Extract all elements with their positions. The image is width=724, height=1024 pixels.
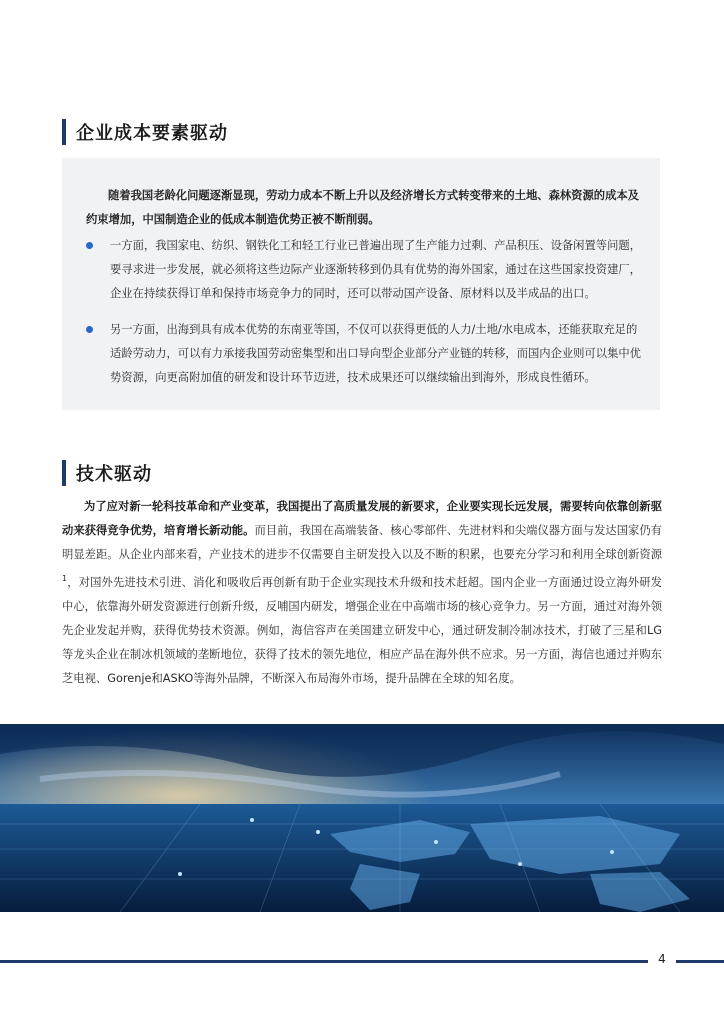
bullet-dot-icon (86, 242, 93, 249)
body-paragraph (62, 495, 662, 691)
world-map-banner-image (0, 724, 724, 912)
lead-paragraph: 随着我国老龄化问题逐渐显现，劳动力成本不断上升以及经济增长方式转变带来的土地、森林资源的成本及约束增加，中国制造企业的低成本制造优势正被不断削弱。 (86, 189, 639, 226)
page-number: 4 (658, 952, 666, 966)
section-title: 技术驱动 (76, 464, 152, 485)
banner-illustration (0, 724, 724, 912)
list-item (86, 234, 646, 306)
body-text: 而目前，我国在高端装备、核心零部件、先进材料和尖端仪器方面与发达国家仍有明显差距。从企业内部来看，产业技术的进步不仅需要自主研发投入以及不断的积累，也要充分学习和利用全球创新资源 (62, 524, 662, 561)
body-text: ，对国外先进技术引进、消化和吸收后再创新有助于企业实现技术升级和技术赶超。国内企业一方面通过设立海外研发中心，依靠海外研发资源进行创新升级，反哺国内研发，增强企业在中高端市场的核心竞争力。另一方面，通过对海外领先企业发起并购，获得优势技术资源。例如，海信容声在美国建立研发中心，通过研发制冷制冰技术，打破了三星和LG等龙头企业在制冰机领域的垄断地位，获得了技术的领先地位，相应产品在海外供不应求。另一方面，海信也通过并购东芝电视、Gorenje和ASKO等海外品牌，不断深入布局海外市场，提升品牌在全球的知名度。 (62, 575, 662, 685)
section-title: 企业成本要素驱动 (76, 123, 228, 144)
section-heading-cost (62, 118, 228, 146)
list-item (86, 318, 646, 390)
footnote-mark: 1 (62, 574, 68, 583)
footer-rule (0, 960, 648, 963)
list-item-text: 一方面，我国家电、纺织、钢铁化工和轻工行业已普遍出现了生产能力过剩、产品积压、设备闲置等问题，要寻求进一步发展，就必须将这些边际产业逐渐转移到仍具有优势的海外国家，通过在这些国家投资建厂，企业在持续获得订单和保持市场竞争力的同时，还可以带动国产设备、原材料以及半成品的出口。 (110, 239, 641, 300)
heading-accent-bar (62, 119, 66, 145)
footer-rule (676, 960, 724, 963)
bullet-dot-icon (86, 326, 93, 333)
section-heading-tech (62, 459, 152, 487)
list-item-text: 另一方面，出海到具有成本优势的东南亚等国，不仅可以获得更低的人力/土地/水电成本，还能获取充足的适龄劳动力，可以有力承接我国劳动密集型和出口导向型企业部分产业链的转移，而国内企业则可以集中优势资源，向更高附加值的研发和设计环节迈进，技术成果还可以继续输出到海外，形成良性循环。 (110, 323, 641, 384)
bold-lead-text: 为了应对新一轮科技革命和产业变革，我国提出了高质量发展的新要求，企业要实现长远发展，需要转向依靠创新驱动来获得竞争优势，培育增长新动能。 (62, 500, 662, 537)
heading-accent-bar (62, 460, 66, 486)
